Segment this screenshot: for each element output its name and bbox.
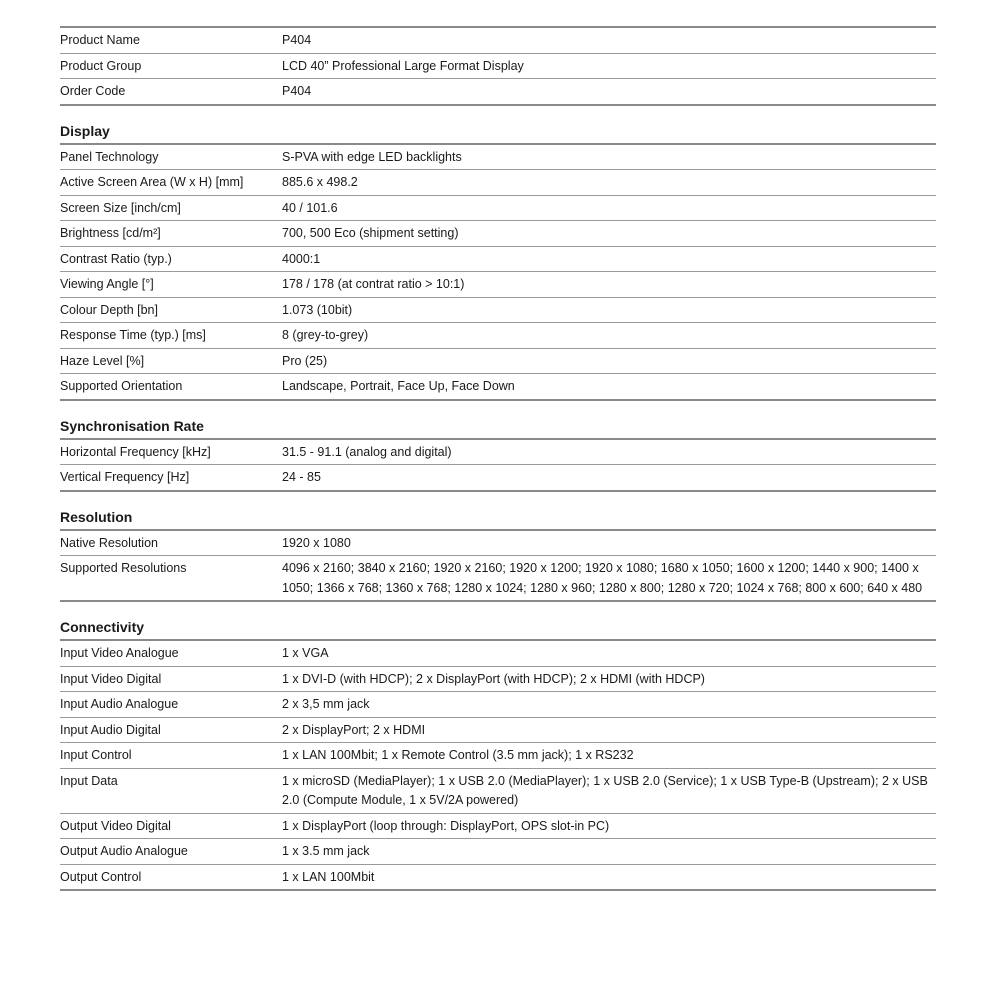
spec-label: Output Control [60,869,142,884]
spec-value: 885.6 x 498.2 [282,175,358,189]
spec-label: Output Video Digital [60,818,171,833]
spec-label: Product Group [60,58,142,73]
spec-label: Input Video Digital [60,671,162,686]
spec-label: Input Data [60,773,118,788]
spec-label: Native Resolution [60,535,158,550]
spec-label: Supported Orientation [60,379,183,393]
spec-value: 8 (grey-to-grey) [282,328,369,342]
spec-row [60,54,936,80]
spec-row [60,865,936,892]
spec-row [60,323,936,349]
spec-row [60,272,936,298]
spec-row [60,641,936,667]
spec-value: 4096 x 2160; 3840 x 2160; 1920 x 2160; 1920 x 1200; 1920 x 1080; 1680 x 1050; 1600 x 1200; 1440 x 900; 1400 x 1050; 1366 x 768; 1360 x 768; 1280 x 1024; 1280 x 960; 1280 x 800; 1280 x 720; 1024 x 768; 800 x 600; 640 x 480 [282,561,923,595]
spec-value: 1 x DVI-D (with HDCP); 2 x DisplayPort (with HDCP); 2 x HDMI (with HDCP) [282,671,705,686]
spec-row [60,170,936,196]
spec-value: 700, 500 Eco (shipment setting) [282,226,459,240]
spec-row [60,349,936,375]
spec-value: LCD 40” Professional Large Format Display [282,58,524,73]
spec-value: 2 x DisplayPort; 2 x HDMI [282,722,426,737]
spec-value: P404 [282,33,312,47]
spec-value: Landscape, Portrait, Face Up, Face Down [282,379,515,393]
spec-value: P404 [282,84,312,98]
spec-value: 1 x LAN 100Mbit [282,869,375,884]
spec-value: 178 / 178 (at contrat ratio > 10:1) [282,277,465,291]
spec-value: 2 x 3,5 mm jack [282,697,370,711]
spec-label: Brightness [cd/m²] [60,226,161,240]
spec-label: Input Audio Analogue [60,697,179,711]
spec-value: 1 x 3.5 mm jack [282,844,370,858]
resolution-section [60,501,936,603]
spec-label: Input Audio Digital [60,722,161,737]
spec-label: Product Name [60,33,140,47]
spec-row [60,79,936,106]
spec-row [60,28,936,54]
section-title-sync: Synchronisation Rate [60,417,204,434]
spec-label: Active Screen Area (W x H) [mm] [60,175,244,189]
spec-label: Viewing Angle [°] [60,277,154,291]
spec-value: Pro (25) [282,353,328,368]
spec-value: 1 x microSD (MediaPlayer); 1 x USB 2.0 (MediaPlayer); 1 x USB 2.0 (Service); 1 x USB Type-B (Upstream); 2 x USB 2.0 (Compute Module, 1 x 5V/2A powered) [282,773,928,807]
spec-row [60,692,936,718]
spec-value: 4000:1 [282,251,321,266]
spec-label: Supported Resolutions [60,561,187,575]
spec-row [60,298,936,324]
spec-value: 1.073 (10bit) [282,302,353,317]
spec-label: Response Time (typ.) [ms] [60,328,206,342]
spec-label: Vertical Frequency [Hz] [60,470,190,484]
spec-row [60,221,936,247]
spec-row [60,814,936,840]
spec-sheet [60,26,936,891]
sync-section [60,410,936,492]
spec-value: 1 x DisplayPort (loop through: DisplayPort, OPS slot-in PC) [282,818,610,833]
spec-row [60,667,936,693]
spec-value: S-PVA with edge LED backlights [282,149,462,164]
spec-row [60,556,936,602]
spec-value: 24 - 85 [282,470,321,484]
spec-value: 31.5 - 91.1 (analog and digital) [282,444,452,459]
spec-label: Screen Size [inch/cm] [60,200,181,215]
section-title-display: Display [60,122,110,139]
spec-label: Haze Level [%] [60,353,145,368]
spec-label: Input Video Analogue [60,646,179,660]
spec-value: 1 x VGA [282,646,329,660]
general-section [60,26,936,106]
spec-label: Input Control [60,748,132,762]
spec-label: Colour Depth [bn] [60,302,158,317]
spec-label: Order Code [60,84,126,98]
spec-row [60,374,936,401]
section-title-resolution: Resolution [60,508,133,525]
spec-label: Panel Technology [60,149,159,164]
spec-row [60,465,936,492]
spec-row [60,743,936,769]
connectivity-section [60,611,936,891]
spec-label: Horizontal Frequency [kHz] [60,444,211,459]
spec-row [60,440,936,466]
spec-row [60,718,936,744]
spec-value: 1 x LAN 100Mbit; 1 x Remote Control (3.5 mm jack); 1 x RS232 [282,748,634,762]
spec-row [60,531,936,557]
spec-row [60,839,936,865]
spec-label: Output Audio Analogue [60,844,188,858]
spec-value: 40 / 101.6 [282,200,338,215]
spec-row [60,145,936,171]
spec-row [60,196,936,222]
spec-row [60,247,936,273]
display-section [60,115,936,401]
spec-value: 1920 x 1080 [282,535,351,550]
spec-label: Contrast Ratio (typ.) [60,251,172,266]
section-title-connectivity: Connectivity [60,619,145,635]
spec-row [60,769,936,814]
